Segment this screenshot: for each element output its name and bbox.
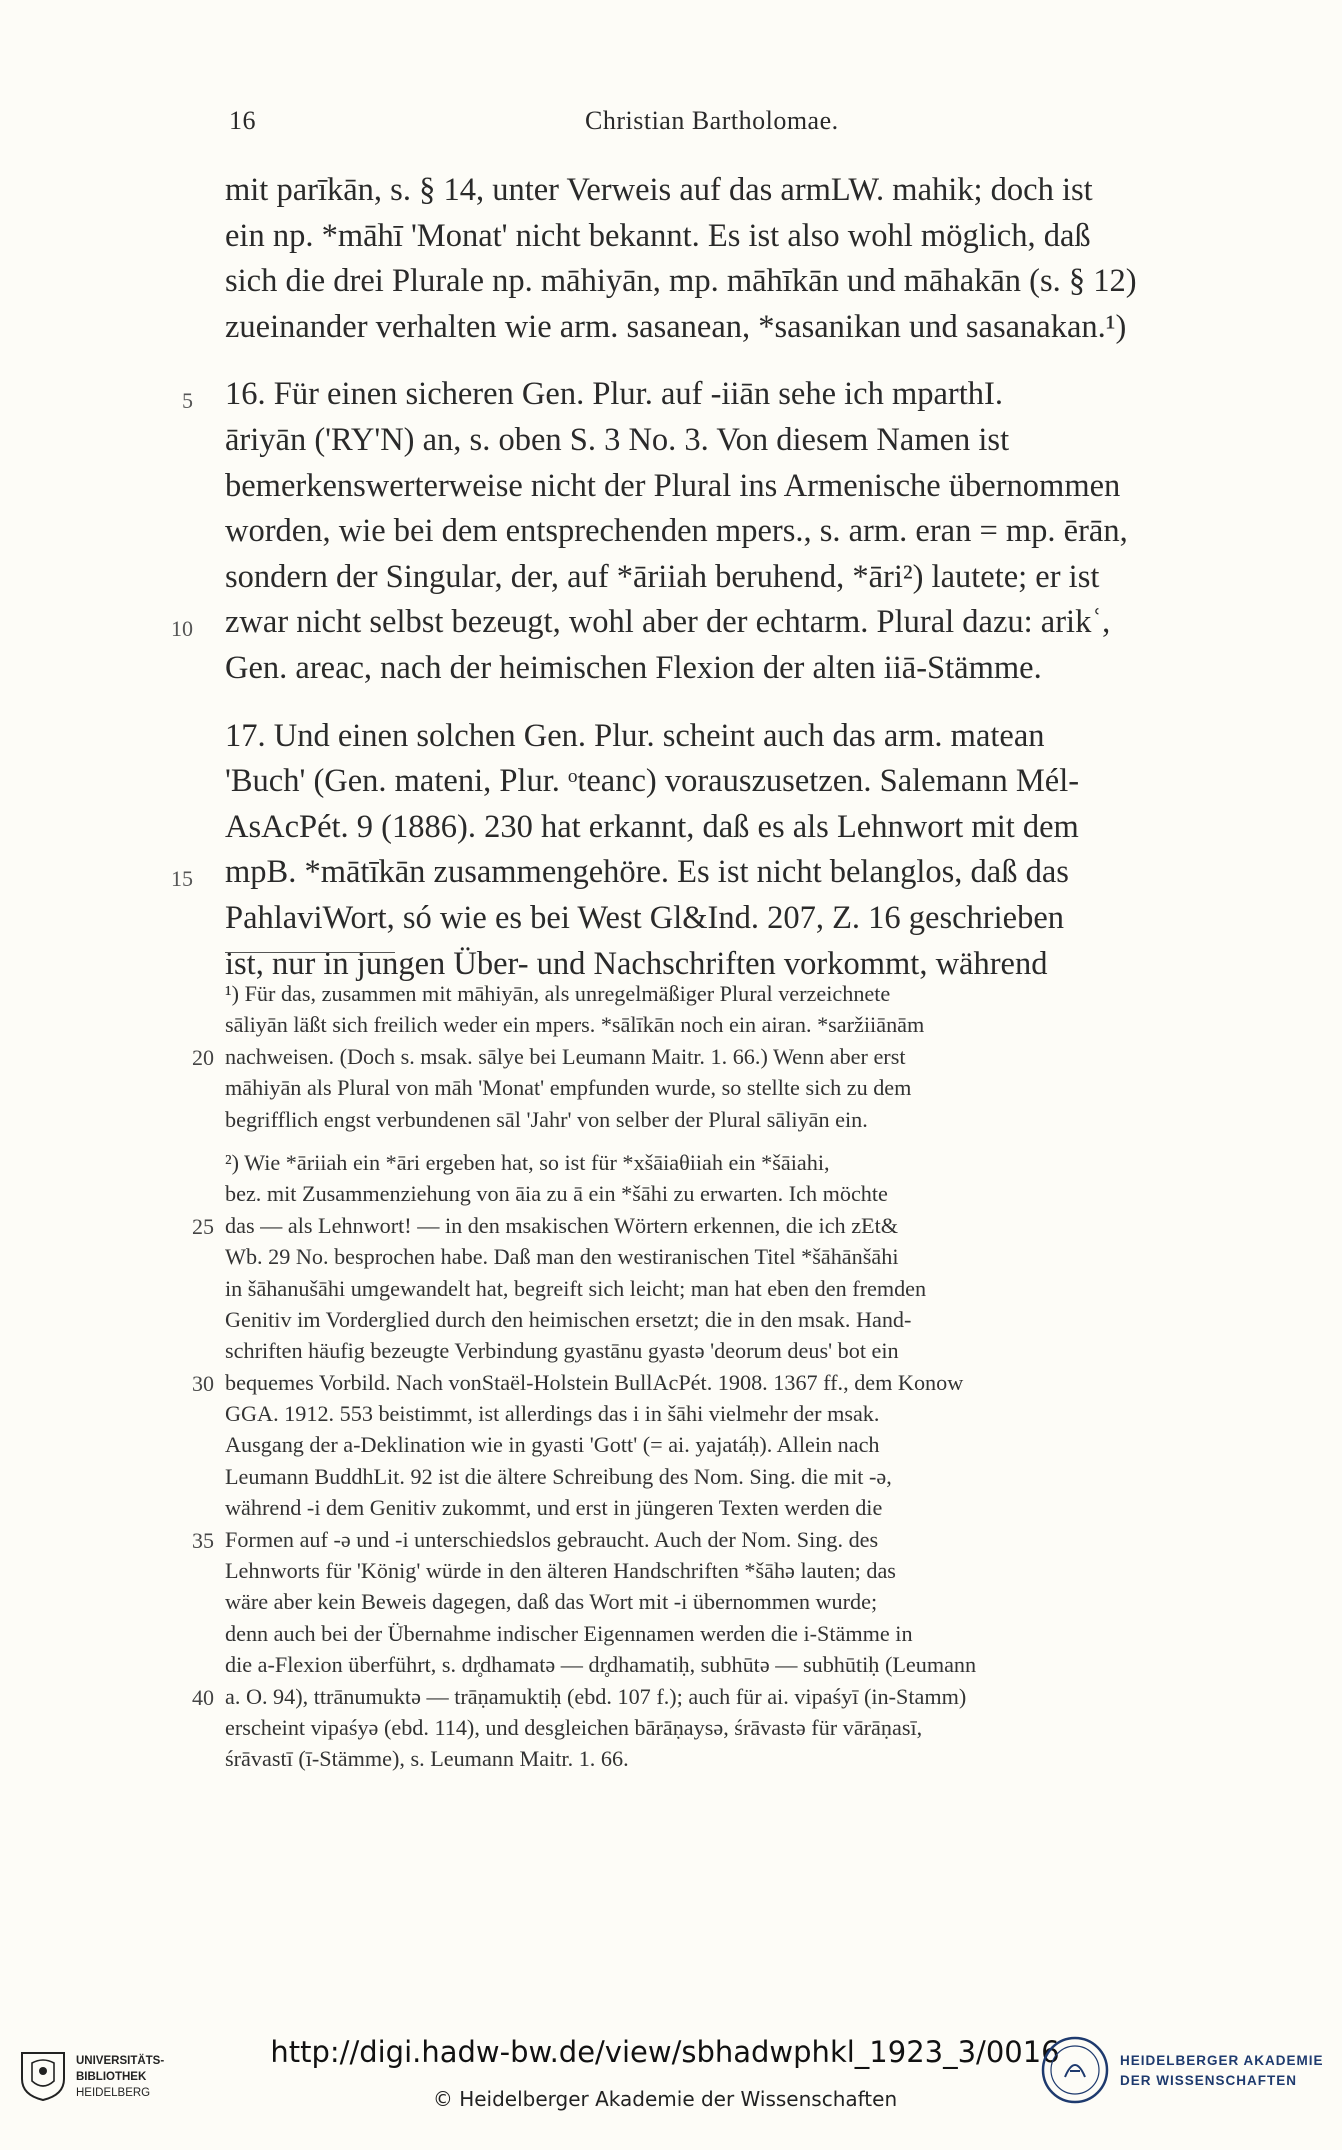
academy-logo-line-1: HEIDELBERGER AKADEMIE xyxy=(1120,2053,1324,2068)
university-library-logo[interactable] xyxy=(18,2035,165,2115)
text-line-text: 17. Und einen solchen Gen. Plur. scheint auch das arm. matean xyxy=(225,717,1045,754)
footnote-line-text: Formen auf -ə und -i unterschiedslos gebraucht. Auch der Nom. Sing. des xyxy=(225,1526,879,1552)
footnote-line xyxy=(225,1743,1235,1774)
footnote-line-text: Leumann BuddhLit. 92 ist die ältere Schreibung des Nom. Sing. die mit -ə, xyxy=(225,1463,892,1489)
footnote-line xyxy=(225,1178,1235,1209)
text-line-text: āriyān ('RY'N) an, s. oben S. 3 No. 3. Von diesem Namen ist xyxy=(225,421,1010,458)
footnote-line xyxy=(225,1712,1235,1743)
footnote-line xyxy=(225,1009,1235,1040)
text-line-text: worden, wie bei dem entsprechenden mpers., s. arm. eran = mp. ērān, xyxy=(225,513,1128,550)
paragraph-gap xyxy=(225,1135,1235,1147)
footnote-line xyxy=(225,1241,1235,1272)
footnote-line xyxy=(225,1304,1235,1335)
footnote-line xyxy=(225,1398,1235,1429)
library-crest-icon xyxy=(18,2051,68,2101)
text-line-text: mit parīkān, s. § 14, unter Verweis auf das armLW. mahik; doch ist xyxy=(225,172,1093,208)
footnote-separator xyxy=(225,952,395,953)
footnote-line xyxy=(225,1147,1235,1178)
text-line-text: 'Buch' (Gen. mateni, Plur. ᵒteanc) vorauszusetzen. Salemann Mél- xyxy=(225,763,1080,800)
footnote-line-text: ¹) Für das, zusammen mit māhiyān, als unregelmäßiger Plural verzeichnete xyxy=(225,981,891,1006)
text-line xyxy=(225,168,1235,214)
text-line-text: bemerkenswerterweise nicht der Plural ins Armenische übernommen xyxy=(225,467,1121,504)
footnote-line-text: denn auch bei der Übernahme indischer Eigennamen werden die i-Stämme in xyxy=(225,1620,913,1646)
footnote-line xyxy=(192,1041,1235,1072)
paragraph-gap xyxy=(225,692,1235,714)
footnotes xyxy=(192,978,1235,1775)
text-line-text: Gen. areac, nach der heimischen Flexion der alten iiā-Stämme. xyxy=(225,649,1042,686)
text-line-text: mpB. *mātīkān zusammengehöre. Es ist nicht belanglos, daß das xyxy=(225,854,1069,891)
page-footer xyxy=(0,2005,1342,2150)
line-number: 40 xyxy=(192,1684,214,1710)
text-line xyxy=(225,759,1235,805)
footnote-line-text: erscheint vipaśyə (ebd. 114), und desgleichen bārāṇaysə, śrāvastə für vārāṇasī, xyxy=(225,1714,923,1740)
footnote-line-text: a. O. 94), ttrānumuktə — trāṇamuktiḥ (ebd. 107 f.); auch für ai. vipaśyī (in-Stamm) xyxy=(225,1683,967,1709)
footnote-line xyxy=(225,1072,1235,1103)
text-line xyxy=(225,714,1235,760)
line-number: 35 xyxy=(192,1527,214,1553)
footnote-line xyxy=(192,1367,1235,1398)
text-line xyxy=(225,646,1235,692)
footnote-line-text: sāliyān läßt sich freilich weder ein mpers. *sālīkān noch ein airan. *saržiiānām xyxy=(225,1012,925,1038)
library-logo-line-3: HEIDELBERG xyxy=(76,2087,151,2099)
text-line-text: 16. Für einen sicheren Gen. Plur. auf -iiān sehe ich mparthI. xyxy=(225,376,1003,413)
footnote-line-text: māhiyān als Plural von māh 'Monat' empfunden wurde, so stellte sich zu dem xyxy=(225,1075,912,1101)
footnote-line xyxy=(225,1335,1235,1366)
footnote-line-text: bequemes Vorbild. Nach vonStaël-Holstein BullAcPét. 1908. 1367 ff., dem Konow xyxy=(225,1369,964,1395)
text-line-text: ein np. *māhī 'Monat' nicht bekannt. Es ist also wohl möglich, daß xyxy=(225,217,1091,254)
text-line-text: sondern der Singular, der, auf *āriiah beruhend, *āri²) lautete; er ist xyxy=(225,558,1100,595)
text-line xyxy=(182,372,1235,418)
footnote-line xyxy=(225,1618,1235,1649)
text-line-text: ist, nur in jungen Über- und Nachschriften vorkommt, während xyxy=(225,945,1048,982)
footnote-line xyxy=(225,1461,1235,1492)
line-number: 15 xyxy=(171,866,193,892)
footnote-line-text: das — als Lehnwort! — in den msakischen Wörtern erkennen, die ich zEt& xyxy=(225,1212,899,1238)
footnote-line xyxy=(225,1273,1235,1304)
footnote-line-text: Wb. 29 No. besprochen habe. Daß man den westiranischen Titel *šāhānšāhi xyxy=(225,1244,899,1270)
text-line xyxy=(225,214,1235,260)
footnote-line-text: nachweisen. (Doch s. msak. sālye bei Leumann Maitr. 1. 66.) Wenn aber erst xyxy=(225,1043,906,1069)
page-header xyxy=(225,106,1235,146)
footnote-line xyxy=(225,1104,1235,1135)
line-number: 20 xyxy=(192,1044,214,1070)
footnote-line-text: die a-Flexion überführt, s. dr̥dhamatə — dr̥dhamatiḥ, subhūtə — subhūtiḥ (Leumann xyxy=(225,1652,977,1678)
text-line xyxy=(171,600,1235,646)
text-line xyxy=(225,418,1235,464)
line-number: 25 xyxy=(192,1213,214,1239)
text-line xyxy=(225,509,1235,555)
text-line-text: AsAcPét. 9 (1886). 230 hat erkannt, daß es als Lehnwort mit dem xyxy=(225,808,1079,845)
footnote-line-text: begrifflich engst verbundenen sāl 'Jahr' von selber der Plural sāliyān ein. xyxy=(225,1106,868,1132)
footnote-line xyxy=(225,978,1235,1009)
footnote-line-text: ²) Wie *āriiah ein *āri ergeben hat, so ist für *xšāiaθiiah ein *šāiahi, xyxy=(225,1149,830,1175)
library-logo-line-2: BIBLIOTHEK xyxy=(76,2071,147,2083)
line-number: 5 xyxy=(182,388,193,414)
footnote-line xyxy=(192,1681,1235,1712)
line-number: 30 xyxy=(192,1370,214,1396)
text-line xyxy=(225,464,1235,510)
page-number: 16 xyxy=(229,106,256,135)
academy-logo[interactable] xyxy=(1040,2033,1330,2113)
library-logo-line-1: UNIVERSITÄTS- xyxy=(76,2055,165,2067)
text-line xyxy=(171,850,1235,896)
running-title: Christian Bartholomae. xyxy=(585,106,839,135)
footnote-line xyxy=(225,1429,1235,1460)
footnote-line-text: śrāvastī (ī-Stämme), s. Leumann Maitr. 1. 66. xyxy=(225,1746,629,1772)
text-line-text: zwar nicht selbst bezeugt, wohl aber der echtarm. Plural dazu: arikʿ, xyxy=(225,604,1111,641)
text-line xyxy=(225,555,1235,601)
footnote-line-text: wäre aber kein Beweis dagegen, daß das Wort mit -i übernommen wurde; xyxy=(225,1589,878,1615)
copyright-notice: © Heidelberger Akademie der Wissenschaften xyxy=(432,2087,898,2111)
text-line-text: PahlaviWort, só wie es bei West Gl&Ind. 207, Z. 16 geschrieben xyxy=(225,899,1065,936)
footnote-line-text: Lehnworts für 'König' würde in den älteren Handschriften *šāhə lauten; das xyxy=(225,1558,896,1584)
footnote-line-text: während -i dem Genitiv zukommt, und erst in jüngeren Texten werden die xyxy=(225,1495,883,1521)
footnote-line-text: in šāhanušāhi umgewandelt hat, begreift sich leicht; man hat eben den fremden xyxy=(225,1275,927,1301)
text-line-text: zueinander verhalten wie arm. sasanean, *sasanikan und sasanakan.¹) xyxy=(225,308,1127,345)
footnote-line-text: Genitiv im Vorderglied durch den heimischen ersetzt; die in den msak. Hand- xyxy=(225,1306,912,1332)
main-text xyxy=(171,168,1235,987)
footnote-line xyxy=(192,1210,1235,1241)
text-line xyxy=(225,896,1235,942)
footnote-line xyxy=(225,1649,1235,1680)
footnote-line xyxy=(225,1555,1235,1586)
footnote-line-text: schriften häufig bezeugte Verbindung gyastānu gyastə 'deorum deus' bot ein xyxy=(225,1338,899,1364)
paragraph-gap xyxy=(225,350,1235,372)
footnote-line xyxy=(192,1524,1235,1555)
academy-seal-icon xyxy=(1040,2035,1110,2105)
text-line-text: sich die drei Plurale np. māhiyān, mp. māhīkān und māhakān (s. § 12) xyxy=(225,263,1137,300)
text-line xyxy=(225,305,1235,351)
text-line xyxy=(225,259,1235,305)
academy-logo-line-2: DER WISSENSCHAFTEN xyxy=(1120,2073,1298,2088)
footnote-line xyxy=(225,1586,1235,1617)
footnote-line-text: GGA. 1912. 553 beistimmt, ist allerdings das i in šāhi vielmehr der msak. xyxy=(225,1401,880,1427)
source-url-link[interactable]: http://digi.hadw-bw.de/view/sbhadwphkl_1923_3/0016 xyxy=(270,2035,1060,2069)
line-number: 10 xyxy=(171,616,193,642)
text-line xyxy=(225,805,1235,851)
footnote-line-text: Ausgang der a-Deklination wie in gyasti 'Gott' (= ai. yajatáḥ). Allein nach xyxy=(225,1432,880,1458)
footnote-line-text: bez. mit Zusammenziehung von āia zu ā ein *šāhi zu erwarten. Ich möchte xyxy=(225,1181,888,1207)
footnote-line xyxy=(225,1492,1235,1523)
